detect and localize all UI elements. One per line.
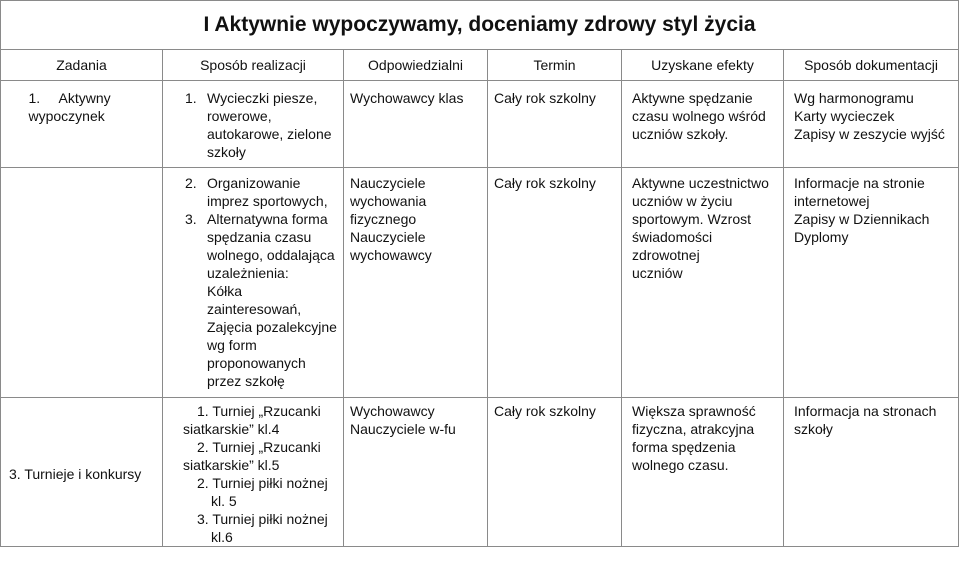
effects-line: czasu wolnego wśród — [632, 108, 766, 124]
task-text: 3. Turnieje i konkursy — [9, 466, 142, 482]
docs-line: Informacja na stronach — [794, 403, 937, 419]
method-line: 2. Turniej piłki nożnej — [197, 475, 328, 491]
method-line: zainteresowań, — [207, 301, 302, 317]
method-line: kl.6 — [211, 529, 233, 545]
method-line: Kółka — [207, 283, 243, 299]
method-cell — [163, 168, 344, 398]
responsible-cell — [344, 81, 488, 168]
responsible-line: Wychowawcy — [350, 403, 435, 419]
method-line: wolnego, oddalająca — [207, 247, 335, 263]
table-row — [1, 81, 959, 168]
method-line: siatkarskie” kl.5 — [183, 457, 280, 473]
docs-line: Zapisy w zeszycie wyjść — [794, 126, 945, 142]
effects-line: Większa sprawność — [632, 403, 756, 419]
task-cell — [1, 168, 163, 398]
task-number: 1. — [28, 90, 41, 106]
method-line: Alternatywna forma — [207, 211, 328, 227]
responsible-cell — [344, 398, 488, 547]
responsible-line: wychowania — [350, 193, 427, 209]
method-line: 3. Turniej piłki nożnej — [197, 511, 328, 527]
effects-line: fizyczna, atrakcyjna — [632, 421, 755, 437]
responsible-text: Wychowawcy klas — [350, 90, 464, 106]
method-line: Organizowanie — [207, 175, 301, 191]
responsible-line: fizycznego — [350, 211, 417, 227]
docs-line: Zapisy w Dziennikach — [794, 211, 930, 227]
method-line: Wycieczki piesze, — [207, 90, 318, 106]
method-number: 1. — [185, 90, 197, 106]
effects-line: Aktywne uczestnictwo — [632, 175, 769, 191]
header-cell: Termin — [488, 50, 622, 81]
method-line: szkoły — [207, 144, 246, 160]
docs-line: Informacje na stronie — [794, 175, 925, 191]
term-cell — [488, 81, 622, 168]
effects-line: forma spędzenia — [632, 439, 736, 455]
method-line: 2. Turniej „Rzucanki — [197, 439, 321, 455]
effects-cell — [622, 81, 784, 168]
effects-line: wolnego czasu. — [632, 457, 729, 473]
method-line: przez szkołę — [207, 373, 285, 389]
table-row — [1, 168, 959, 398]
method-line: siatkarskie” kl.4 — [183, 421, 280, 437]
table-title: I Aktywnie wypoczywamy, doceniamy zdrowy styl życia — [1, 1, 959, 50]
method-line: proponowanych — [207, 355, 306, 371]
docs-line: Dyplomy — [794, 229, 849, 245]
header-cell: Odpowiedzialni — [344, 50, 488, 81]
method-line: uzależnienia: — [207, 265, 289, 281]
method-line: autokarowe, zielone — [207, 126, 332, 142]
header-cell: Sposób realizacji — [163, 50, 344, 81]
effects-line: Aktywne spędzanie — [632, 90, 753, 106]
docs-cell — [784, 398, 959, 547]
docs-cell — [784, 168, 959, 398]
header-row — [1, 50, 959, 81]
effects-line: świadomości zdrowotnej — [632, 229, 713, 263]
method-line: kl. 5 — [211, 493, 237, 509]
responsible-line: Nauczyciele — [350, 175, 426, 191]
term-text: Cały rok szkolny — [494, 90, 596, 106]
method-line: rowerowe, — [207, 108, 272, 124]
header-cell: Zadania — [1, 50, 163, 81]
effects-cell — [622, 168, 784, 398]
method-line: 1. Turniej „Rzucanki — [197, 403, 321, 419]
effects-cell — [622, 398, 784, 547]
term-text: Cały rok szkolny — [494, 403, 596, 419]
effects-line: uczniów szkoły. — [632, 126, 729, 142]
term-cell — [488, 168, 622, 398]
method-number: 2. — [185, 175, 197, 191]
responsible-line: wychowawcy — [350, 247, 432, 263]
responsible-line: Nauczyciele w-fu — [350, 421, 456, 437]
term-cell — [488, 398, 622, 547]
table-row — [1, 398, 959, 547]
task-text: wypoczynek — [28, 108, 105, 124]
task-text: Aktywny — [58, 90, 111, 106]
docs-line: Karty wycieczek — [794, 108, 895, 124]
method-cell — [163, 398, 344, 547]
header-cell: Uzyskane efekty — [622, 50, 784, 81]
method-line: wg form — [207, 337, 257, 353]
docs-cell — [784, 81, 959, 168]
effects-line: uczniów w życiu — [632, 193, 733, 209]
docs-line: internetowej — [794, 193, 870, 209]
effects-line: sportowym. Wzrost — [632, 211, 752, 227]
method-line: spędzania czasu — [207, 229, 312, 245]
header-cell: Sposób dokumentacji — [784, 50, 959, 81]
method-line: Zajęcia pozalekcyjne — [207, 319, 337, 335]
task-cell — [1, 81, 163, 168]
responsible-cell — [344, 168, 488, 398]
method-cell — [163, 81, 344, 168]
method-number: 3. — [185, 211, 197, 227]
docs-line: Wg harmonogramu — [794, 90, 914, 106]
effects-line: uczniów — [632, 265, 683, 281]
task-cell — [1, 398, 163, 547]
term-text: Cały rok szkolny — [494, 175, 596, 191]
method-line: imprez sportowych, — [207, 193, 328, 209]
docs-line: szkoły — [794, 421, 833, 437]
responsible-line: Nauczyciele — [350, 229, 426, 245]
